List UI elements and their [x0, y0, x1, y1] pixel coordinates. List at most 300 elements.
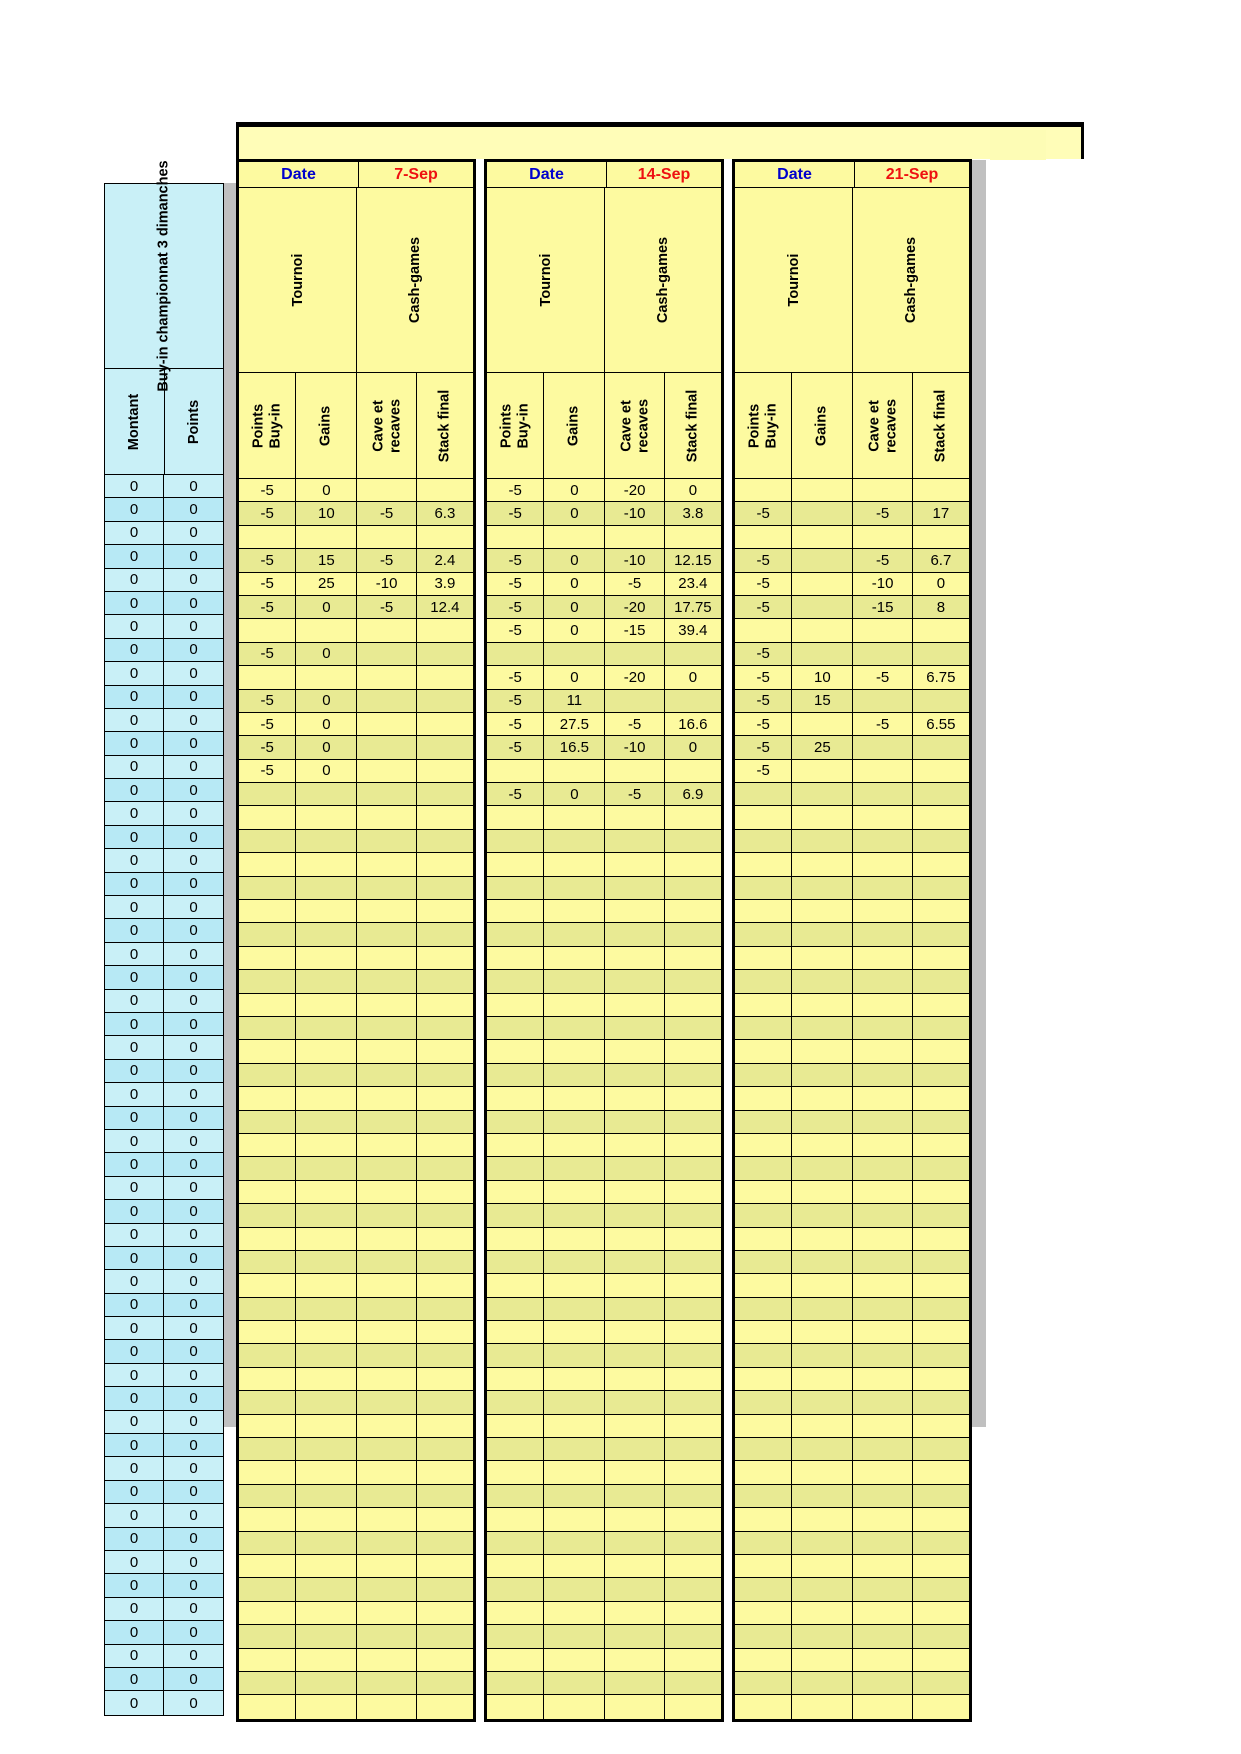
cell-cave-recaves[interactable] — [605, 1695, 664, 1718]
cell-points-buyin[interactable]: -5 — [239, 502, 296, 524]
table-row[interactable] — [735, 1134, 969, 1157]
cell-stack-final[interactable] — [913, 1017, 969, 1039]
cell-points[interactable]: 0 — [189, 1389, 198, 1407]
table-row[interactable] — [735, 1438, 969, 1461]
cell-gains[interactable] — [296, 1157, 357, 1179]
table-row[interactable] — [487, 690, 721, 713]
cell-montant[interactable]: 0 — [105, 919, 164, 941]
table-row[interactable] — [487, 923, 721, 946]
cell-gains[interactable] — [544, 1602, 605, 1624]
table-row[interactable] — [239, 549, 473, 572]
cell-cave-recaves[interactable]: -10 — [605, 502, 664, 524]
cell-points-buyin[interactable] — [239, 1602, 296, 1624]
cell-points-buyin[interactable] — [239, 970, 296, 992]
cell-cave-recaves[interactable] — [853, 1228, 912, 1250]
cell-stack-final[interactable] — [417, 690, 473, 712]
cell-cave-recaves[interactable] — [853, 1602, 912, 1624]
cell-cave-recaves[interactable] — [853, 1298, 912, 1320]
table-row[interactable] — [735, 1649, 969, 1672]
table-row[interactable] — [735, 526, 969, 549]
table-row[interactable] — [105, 1153, 223, 1176]
cell-cave-recaves[interactable] — [853, 1555, 912, 1577]
cell-points[interactable]: 0 — [189, 805, 198, 823]
cell-montant[interactable]: 0 — [105, 569, 164, 591]
table-row[interactable] — [487, 573, 721, 596]
cell-points-buyin[interactable]: -5 — [239, 643, 296, 665]
cell-stack-final[interactable] — [913, 479, 969, 501]
cell-stack-final[interactable] — [913, 1461, 969, 1483]
table-row[interactable] — [735, 1602, 969, 1625]
cell-points-buyin[interactable] — [735, 970, 792, 992]
cell-cave-recaves[interactable] — [357, 1602, 416, 1624]
cell-cave-recaves[interactable] — [605, 877, 664, 899]
table-row[interactable] — [239, 1649, 473, 1672]
cell-cave-recaves[interactable]: -10 — [605, 549, 664, 571]
table-row[interactable] — [239, 994, 473, 1017]
cell-points-buyin[interactable] — [487, 877, 544, 899]
date-value[interactable]: 14-Sep — [637, 165, 691, 183]
cell-stack-final[interactable] — [913, 970, 969, 992]
cell-points-buyin[interactable]: -5 — [239, 549, 296, 571]
cell-stack-final[interactable] — [665, 877, 721, 899]
cell-cave-recaves[interactable] — [605, 1274, 664, 1296]
cell-cave-recaves[interactable] — [357, 736, 416, 758]
cell-gains[interactable] — [544, 643, 605, 665]
table-row[interactable] — [487, 1555, 721, 1578]
cell-gains[interactable] — [296, 1415, 357, 1437]
cell-stack-final[interactable] — [417, 994, 473, 1016]
cell-cave-recaves[interactable] — [853, 1064, 912, 1086]
table-row[interactable] — [105, 592, 223, 615]
cell-points-buyin[interactable] — [239, 1649, 296, 1671]
cell-cave-recaves[interactable] — [853, 970, 912, 992]
cell-points-buyin[interactable] — [239, 1672, 296, 1694]
table-row[interactable] — [487, 596, 721, 619]
cell-points[interactable]: 0 — [189, 851, 198, 869]
cell-gains[interactable] — [792, 1415, 853, 1437]
cell-gains[interactable] — [792, 1111, 853, 1133]
cell-points-buyin[interactable]: -5 — [487, 783, 544, 805]
table-row[interactable] — [487, 1321, 721, 1344]
cell-gains[interactable] — [792, 1508, 853, 1530]
cell-cave-recaves[interactable] — [357, 690, 416, 712]
cell-stack-final[interactable] — [665, 1391, 721, 1413]
cell-points-buyin[interactable] — [239, 994, 296, 1016]
cell-montant[interactable]: 0 — [105, 779, 164, 801]
cell-stack-final[interactable] — [665, 1461, 721, 1483]
cell-stack-final[interactable] — [913, 1508, 969, 1530]
table-row[interactable] — [239, 690, 473, 713]
cell-cave-recaves[interactable] — [357, 1298, 416, 1320]
cell-gains[interactable] — [544, 923, 605, 945]
cell-cave-recaves[interactable] — [605, 1017, 664, 1039]
cell-points-buyin[interactable] — [487, 1508, 544, 1530]
cell-points-buyin[interactable] — [239, 1298, 296, 1320]
cell-stack-final[interactable] — [913, 1368, 969, 1390]
table-row[interactable] — [735, 643, 969, 666]
cell-cave-recaves[interactable] — [853, 947, 912, 969]
cell-points-buyin[interactable] — [239, 853, 296, 875]
cell-points-buyin[interactable]: -5 — [735, 666, 792, 688]
cell-cave-recaves[interactable]: -5 — [357, 549, 416, 571]
cell-cave-recaves[interactable] — [853, 1485, 912, 1507]
cell-cave-recaves[interactable] — [605, 1415, 664, 1437]
cell-stack-final[interactable] — [665, 643, 721, 665]
table-row[interactable] — [239, 619, 473, 642]
table-row[interactable] — [487, 1391, 721, 1414]
table-row[interactable] — [487, 783, 721, 806]
cell-cave-recaves[interactable] — [605, 1555, 664, 1577]
cell-stack-final[interactable]: 17 — [932, 505, 950, 523]
cell-points[interactable]: 0 — [189, 922, 198, 940]
cell-montant[interactable]: 0 — [105, 1621, 164, 1643]
cell-points-buyin[interactable] — [239, 1040, 296, 1062]
cell-stack-final[interactable]: 6.75 — [926, 668, 956, 686]
cell-stack-final[interactable] — [913, 1391, 969, 1413]
table-row[interactable] — [487, 1204, 721, 1227]
cell-montant[interactable]: 0 — [105, 943, 164, 965]
cell-cave-recaves[interactable] — [357, 760, 416, 782]
cell-points-buyin[interactable] — [735, 830, 792, 852]
cell-points-buyin[interactable] — [735, 1578, 792, 1600]
cell-points-buyin[interactable]: -5 — [487, 619, 544, 641]
cell-cave-recaves[interactable] — [853, 760, 912, 782]
cell-cave-recaves[interactable] — [853, 643, 912, 665]
cell-gains[interactable] — [544, 1087, 605, 1109]
cell-stack-final[interactable] — [913, 1298, 969, 1320]
cell-points-buyin[interactable] — [735, 1555, 792, 1577]
table-row[interactable] — [487, 1040, 721, 1063]
cell-gains[interactable] — [544, 1344, 605, 1366]
table-row[interactable] — [487, 526, 721, 549]
cell-gains[interactable] — [792, 830, 853, 852]
cell-gains[interactable] — [296, 1344, 357, 1366]
cell-gains[interactable] — [792, 643, 853, 665]
cell-gains[interactable] — [792, 1157, 853, 1179]
cell-gains[interactable] — [544, 1321, 605, 1343]
cell-gains[interactable] — [792, 1602, 853, 1624]
cell-stack-final[interactable] — [665, 1695, 721, 1718]
cell-gains[interactable] — [296, 806, 357, 828]
cell-stack-final[interactable] — [417, 1508, 473, 1530]
table-row[interactable] — [105, 756, 223, 779]
cell-stack-final[interactable] — [417, 1321, 473, 1343]
cell-points-buyin[interactable] — [487, 1438, 544, 1460]
cell-cave-recaves[interactable] — [853, 1017, 912, 1039]
cell-montant[interactable]: 0 — [105, 732, 164, 754]
cell-points-buyin[interactable]: -5 — [735, 643, 792, 665]
cell-stack-final[interactable] — [417, 1344, 473, 1366]
cell-gains[interactable] — [792, 1040, 853, 1062]
table-row[interactable] — [487, 970, 721, 993]
cell-points-buyin[interactable]: -5 — [239, 479, 296, 501]
cell-montant[interactable]: 0 — [105, 1013, 164, 1035]
cell-stack-final[interactable] — [417, 1087, 473, 1109]
cell-points-buyin[interactable] — [239, 1181, 296, 1203]
table-row[interactable] — [105, 615, 223, 638]
table-row[interactable] — [105, 1551, 223, 1574]
table-row[interactable] — [487, 760, 721, 783]
table-row[interactable] — [239, 643, 473, 666]
cell-cave-recaves[interactable] — [605, 970, 664, 992]
cell-points[interactable]: 0 — [189, 664, 198, 682]
cell-stack-final[interactable] — [417, 1298, 473, 1320]
cell-gains[interactable] — [544, 1157, 605, 1179]
cell-gains[interactable] — [544, 1181, 605, 1203]
cell-cave-recaves[interactable] — [853, 1415, 912, 1437]
table-row[interactable] — [735, 1251, 969, 1274]
cell-points-buyin[interactable] — [239, 1228, 296, 1250]
cell-points-buyin[interactable] — [735, 1485, 792, 1507]
cell-gains[interactable] — [544, 1204, 605, 1226]
cell-gains[interactable] — [296, 1111, 357, 1133]
cell-gains[interactable] — [296, 1555, 357, 1577]
cell-gains[interactable] — [296, 947, 357, 969]
table-row[interactable] — [105, 639, 223, 662]
cell-stack-final[interactable]: 8 — [936, 598, 946, 616]
cell-points-buyin[interactable] — [239, 1625, 296, 1647]
table-row[interactable] — [735, 1321, 969, 1344]
cell-points-buyin[interactable] — [239, 1485, 296, 1507]
table-row[interactable] — [105, 662, 223, 685]
cell-cave-recaves[interactable] — [357, 1649, 416, 1671]
cell-stack-final[interactable]: 6.3 — [434, 505, 456, 523]
cell-points-buyin[interactable] — [487, 1695, 544, 1718]
cell-stack-final[interactable]: 0 — [936, 575, 946, 593]
cell-gains[interactable] — [296, 1017, 357, 1039]
cell-points-buyin[interactable]: -5 — [487, 713, 544, 735]
cell-points-buyin[interactable] — [735, 1415, 792, 1437]
cell-cave-recaves[interactable] — [853, 994, 912, 1016]
cell-gains[interactable] — [544, 994, 605, 1016]
cell-cave-recaves[interactable] — [357, 1695, 416, 1718]
cell-cave-recaves[interactable]: -15 — [605, 619, 664, 641]
table-row[interactable] — [105, 498, 223, 521]
cell-cave-recaves[interactable] — [357, 900, 416, 922]
table-row[interactable] — [735, 1017, 969, 1040]
cell-points-buyin[interactable]: -5 — [735, 549, 792, 571]
cell-points[interactable]: 0 — [189, 618, 198, 636]
table-row[interactable] — [239, 1368, 473, 1391]
cell-stack-final[interactable] — [417, 1181, 473, 1203]
cell-points-buyin[interactable] — [487, 830, 544, 852]
table-row[interactable] — [735, 1064, 969, 1087]
cell-cave-recaves[interactable] — [605, 1087, 664, 1109]
table-row[interactable] — [105, 849, 223, 872]
table-row[interactable] — [735, 1040, 969, 1063]
cell-cave-recaves[interactable] — [357, 1251, 416, 1273]
cell-gains[interactable] — [792, 526, 853, 548]
table-row[interactable] — [239, 736, 473, 759]
cell-gains[interactable] — [792, 1274, 853, 1296]
table-row[interactable] — [487, 1064, 721, 1087]
table-row[interactable] — [487, 806, 721, 829]
cell-cave-recaves[interactable] — [357, 970, 416, 992]
cell-gains[interactable] — [544, 970, 605, 992]
cell-points-buyin[interactable] — [735, 479, 792, 501]
table-row[interactable] — [105, 1317, 223, 1340]
cell-montant[interactable]: 0 — [105, 522, 164, 544]
cell-montant[interactable]: 0 — [105, 639, 164, 661]
cell-cave-recaves[interactable] — [605, 806, 664, 828]
cell-points-buyin[interactable] — [487, 1017, 544, 1039]
cell-points-buyin[interactable] — [735, 1438, 792, 1460]
table-row[interactable] — [735, 479, 969, 502]
table-row[interactable] — [105, 802, 223, 825]
cell-stack-final[interactable]: 6.7 — [930, 551, 952, 569]
table-row[interactable] — [105, 1621, 223, 1644]
table-row[interactable] — [239, 1578, 473, 1601]
cell-points-buyin[interactable] — [487, 1368, 544, 1390]
cell-gains[interactable]: 0 — [296, 596, 357, 618]
cell-stack-final[interactable] — [913, 1672, 969, 1694]
cell-montant[interactable]: 0 — [105, 1153, 164, 1175]
cell-stack-final[interactable] — [665, 1415, 721, 1437]
cell-cave-recaves[interactable] — [357, 1461, 416, 1483]
table-row[interactable] — [105, 522, 223, 545]
cell-points-buyin[interactable] — [735, 1368, 792, 1390]
cell-stack-final[interactable] — [665, 970, 721, 992]
cell-montant[interactable]: 0 — [105, 475, 164, 497]
cell-stack-final[interactable] — [665, 923, 721, 945]
cell-stack-final[interactable] — [417, 1157, 473, 1179]
cell-cave-recaves[interactable] — [853, 1578, 912, 1600]
cell-gains[interactable] — [792, 877, 853, 899]
cell-gains[interactable]: 0 — [544, 479, 605, 501]
table-row[interactable] — [239, 830, 473, 853]
cell-points[interactable]: 0 — [189, 1156, 198, 1174]
cell-cave-recaves[interactable] — [853, 1461, 912, 1483]
cell-stack-final[interactable] — [913, 1438, 969, 1460]
cell-points-buyin[interactable] — [735, 1204, 792, 1226]
cell-gains[interactable] — [792, 1532, 853, 1554]
cell-gains[interactable] — [792, 573, 853, 595]
table-row[interactable] — [105, 1528, 223, 1551]
cell-cave-recaves[interactable] — [357, 1274, 416, 1296]
cell-points-buyin[interactable] — [239, 1438, 296, 1460]
cell-points-buyin[interactable] — [487, 1134, 544, 1156]
table-row[interactable] — [239, 1485, 473, 1508]
table-row[interactable] — [487, 1344, 721, 1367]
table-row[interactable] — [239, 1672, 473, 1695]
cell-cave-recaves[interactable] — [853, 1625, 912, 1647]
table-row[interactable] — [487, 1181, 721, 1204]
table-row[interactable] — [239, 1134, 473, 1157]
cell-points-buyin[interactable] — [239, 526, 296, 548]
cell-montant[interactable]: 0 — [105, 545, 164, 567]
cell-gains[interactable] — [296, 1461, 357, 1483]
table-row[interactable] — [239, 1204, 473, 1227]
cell-stack-final[interactable] — [417, 783, 473, 805]
cell-points-buyin[interactable] — [487, 1672, 544, 1694]
cell-points-buyin[interactable] — [735, 900, 792, 922]
cell-gains[interactable]: 10 — [792, 666, 853, 688]
table-row[interactable] — [105, 1387, 223, 1410]
cell-montant[interactable]: 0 — [105, 1060, 164, 1082]
cell-cave-recaves[interactable] — [853, 900, 912, 922]
table-row[interactable] — [105, 545, 223, 568]
table-row[interactable] — [239, 853, 473, 876]
cell-gains[interactable] — [544, 947, 605, 969]
cell-stack-final[interactable] — [913, 1251, 969, 1273]
table-row[interactable] — [487, 1508, 721, 1531]
cell-points-buyin[interactable] — [239, 1087, 296, 1109]
cell-cave-recaves[interactable] — [853, 1040, 912, 1062]
cell-stack-final[interactable]: 23.4 — [678, 575, 708, 593]
cell-points-buyin[interactable] — [487, 760, 544, 782]
table-row[interactable] — [487, 1438, 721, 1461]
table-row[interactable] — [487, 1695, 721, 1718]
cell-points-buyin[interactable] — [487, 1649, 544, 1671]
cell-gains[interactable] — [792, 853, 853, 875]
table-row[interactable] — [105, 990, 223, 1013]
cell-stack-final[interactable] — [417, 1111, 473, 1133]
cell-cave-recaves[interactable] — [853, 1508, 912, 1530]
cell-stack-final[interactable] — [417, 806, 473, 828]
cell-stack-final[interactable] — [913, 1157, 969, 1179]
cell-cave-recaves[interactable] — [357, 1228, 416, 1250]
cell-points-buyin[interactable] — [239, 1134, 296, 1156]
cell-points[interactable]: 0 — [189, 1436, 198, 1454]
cell-gains[interactable] — [544, 1134, 605, 1156]
cell-stack-final[interactable] — [417, 1204, 473, 1226]
cell-stack-final[interactable] — [417, 666, 473, 688]
cell-points-buyin[interactable] — [239, 1391, 296, 1413]
table-row[interactable] — [239, 1625, 473, 1648]
table-row[interactable] — [487, 1134, 721, 1157]
cell-gains[interactable]: 0 — [296, 713, 357, 735]
cell-cave-recaves[interactable]: -15 — [853, 596, 912, 618]
table-row[interactable] — [735, 806, 969, 829]
cell-stack-final[interactable] — [665, 830, 721, 852]
cell-stack-final[interactable]: 2.4 — [434, 551, 456, 569]
cell-points-buyin[interactable] — [487, 853, 544, 875]
table-row[interactable] — [105, 1107, 223, 1130]
cell-cave-recaves[interactable] — [853, 923, 912, 945]
table-row[interactable] — [487, 1017, 721, 1040]
cell-gains[interactable] — [544, 806, 605, 828]
cell-gains[interactable]: 0 — [544, 573, 605, 595]
cell-cave-recaves[interactable] — [853, 1368, 912, 1390]
cell-gains[interactable] — [792, 1368, 853, 1390]
cell-gains[interactable] — [544, 1298, 605, 1320]
cell-points-buyin[interactable] — [487, 1578, 544, 1600]
cell-montant[interactable]: 0 — [105, 756, 164, 778]
cell-gains[interactable] — [296, 1204, 357, 1226]
cell-cave-recaves[interactable] — [357, 1625, 416, 1647]
table-row[interactable] — [105, 1481, 223, 1504]
cell-stack-final[interactable] — [417, 1602, 473, 1624]
cell-points-buyin[interactable] — [735, 1064, 792, 1086]
cell-cave-recaves[interactable]: -5 — [357, 596, 416, 618]
cell-cave-recaves[interactable]: -20 — [605, 479, 664, 501]
table-row[interactable] — [105, 1668, 223, 1691]
table-row[interactable] — [487, 1672, 721, 1695]
cell-cave-recaves[interactable] — [853, 1274, 912, 1296]
cell-cave-recaves[interactable] — [605, 853, 664, 875]
cell-stack-final[interactable] — [913, 736, 969, 758]
cell-points-buyin[interactable] — [735, 994, 792, 1016]
table-row[interactable] — [105, 943, 223, 966]
cell-stack-final[interactable] — [665, 1555, 721, 1577]
cell-gains[interactable] — [792, 1438, 853, 1460]
cell-stack-final[interactable] — [913, 1228, 969, 1250]
cell-stack-final[interactable]: 0 — [688, 668, 698, 686]
cell-gains[interactable] — [792, 1344, 853, 1366]
cell-cave-recaves[interactable] — [853, 1532, 912, 1554]
cell-gains[interactable] — [792, 1695, 853, 1718]
table-row[interactable] — [105, 1013, 223, 1036]
